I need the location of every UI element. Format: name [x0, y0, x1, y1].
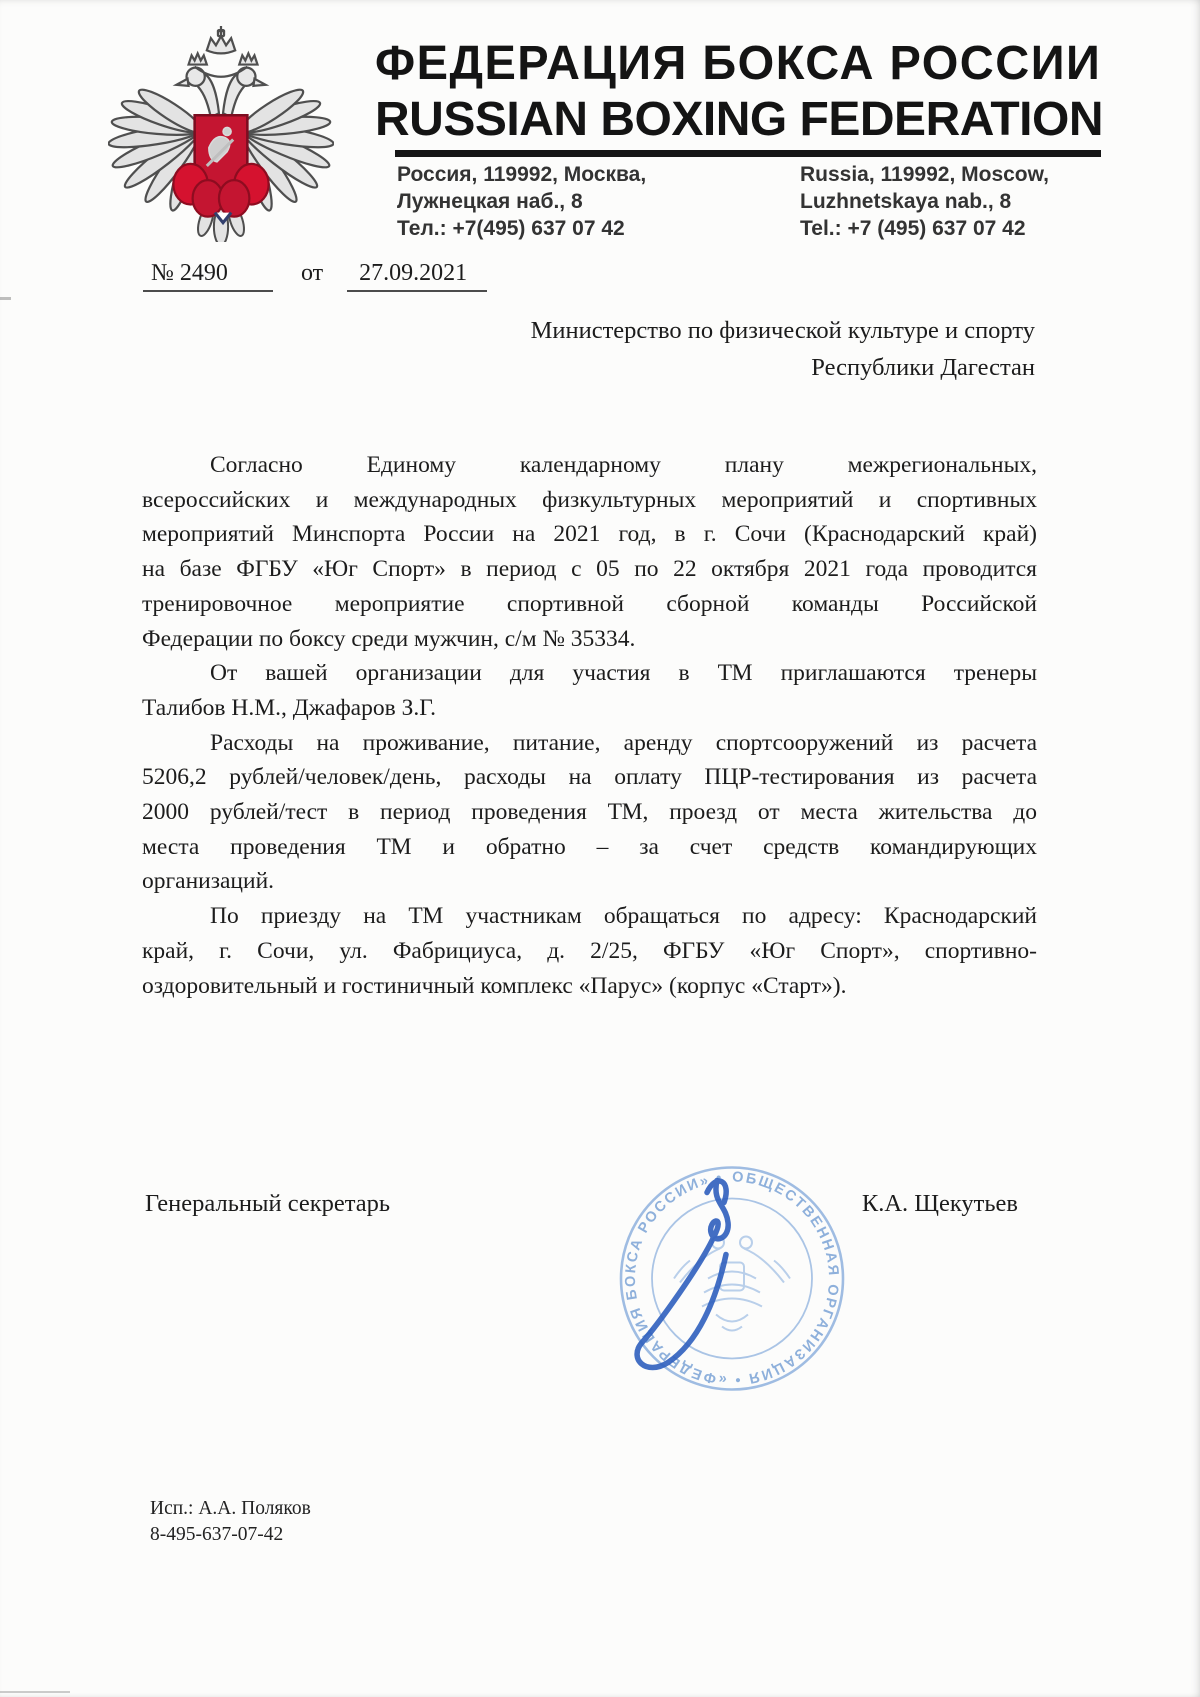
body-line: мероприятий Минспорта России на 2021 год, в г. Сочи (Краснодарский край) — [142, 521, 1037, 548]
svg-text:ОБЩЕСТВЕННАЯ ОРГАНИЗАЦИЯ • «ФЕ — [623, 1169, 841, 1387]
address-en — [800, 161, 1049, 242]
round-stamp-with-signature — [612, 1156, 852, 1401]
russian-boxing-federation-emblem-icon — [108, 24, 334, 242]
reference-line — [143, 260, 487, 292]
body-line: тренировочное мероприятие спортивной сборной команды Российской — [142, 590, 1037, 617]
body-line: места проведения ТМ и обратно – за счет средств командирующих — [142, 833, 1037, 860]
stamp-eagle-icon — [674, 1237, 790, 1331]
recipient-line: Республики Дагестан — [811, 354, 1035, 381]
address-line: Russia, 119992, Moscow, — [800, 163, 1050, 186]
body-line: Федерации по боксу среди мужчин, с/м № 35334. — [142, 625, 636, 652]
org-name-ru: ФЕДЕРАЦИЯ БОКСА РОССИИ — [375, 37, 1102, 90]
body-line: Согласно Единому календарному плану межрегиональных, — [210, 452, 1037, 478]
signer-name: К.А. Щекутьев — [861, 1190, 1018, 1217]
reference-preposition: от — [301, 260, 324, 286]
org-name-en: RUSSIAN BOXING FEDERATION — [375, 93, 1103, 146]
body-line: на базе ФГБУ «Юг Спорт» в период с 05 по 22 октября 2021 года проводится — [142, 556, 1037, 583]
address-line: Tel.: +7 (495) 637 07 42 — [800, 217, 1026, 240]
letterhead-rule — [395, 150, 1101, 157]
signer-position-title: Генеральный секретарь — [145, 1190, 391, 1217]
executor-block — [150, 1496, 311, 1548]
scan-artifact — [0, 1691, 70, 1693]
letter-number: № 2490 — [143, 260, 273, 292]
letter-date: 27.09.2021 — [347, 260, 487, 292]
paragraph — [142, 899, 1037, 1003]
executor-phone: 8-495-637-07-42 — [150, 1524, 284, 1545]
paragraph — [142, 448, 1037, 656]
paragraph — [142, 656, 1037, 725]
paragraph — [142, 726, 1037, 900]
body-line: 2000 рублей/тест в период проведения ТМ, проезд от места жительства до — [142, 799, 1037, 826]
executor-name: Исп.: А.А. Поляков — [150, 1498, 311, 1519]
body-line: По приезду на ТМ участникам обращаться по адресу: Краснодарский — [210, 903, 1037, 930]
body-line: От вашей организации для участия в ТМ приглашаются тренеры — [210, 660, 1037, 687]
stamp-ring-text: ОБЩЕСТВЕННАЯ ОРГАНИЗАЦИЯ • «ФЕДЕРАЦИЯ БОКСА РОССИИ» • — [622, 1169, 842, 1388]
scan-artifact — [0, 297, 11, 300]
recipient-line: Министерство по физической культуре и спорту — [530, 317, 1035, 344]
body-line: 5206,2 рублей/человек/день, расходы на оплату ПЦР-тестирования из расчета — [142, 764, 1037, 791]
body-line: Расходы на проживание, питание, аренду спортсооружений из расчета — [210, 729, 1037, 756]
recipient-block — [531, 312, 1035, 386]
body-line: организаций. — [142, 868, 275, 895]
body-line: край, г. Сочи, ул. Фабрициуса, д. 2/25, ФГБУ «Юг Спорт», спортивно- — [142, 937, 1037, 964]
body-line: оздоровительный и гостиничный комплекс «Парус» (корпус «Старт»). — [142, 972, 847, 999]
body-line: всероссийских и международных физкультурных мероприятий и спортивных — [142, 486, 1037, 513]
address-line: Лужнецкая наб., 8 — [397, 190, 583, 213]
letter-body — [142, 448, 1037, 1003]
address-line: Россия, 119992, Москва, — [397, 163, 647, 186]
address-line: Тел.: +7(495) 637 07 42 — [397, 217, 625, 240]
address-ru — [397, 161, 646, 242]
body-line: Талибов Н.М., Джафаров З.Г. — [142, 694, 437, 721]
address-line: Luzhnetskaya nab., 8 — [800, 190, 1012, 213]
